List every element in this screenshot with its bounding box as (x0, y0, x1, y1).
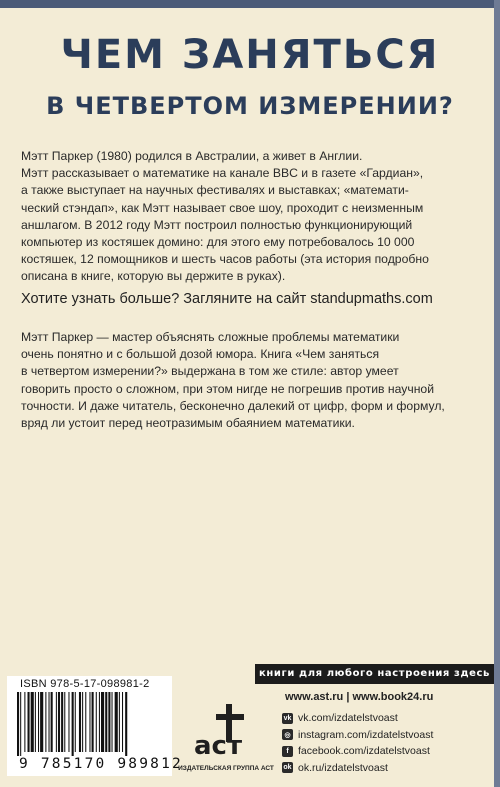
barcode-bar (40, 692, 43, 752)
bio-line: Мэтт Паркер (1980) родился в Австралии, а живет в Англии. (21, 149, 363, 163)
barcode-bar (68, 692, 69, 752)
barcode-bar (122, 692, 123, 752)
barcode-bar (79, 692, 81, 752)
barcode-bar (28, 692, 30, 752)
barcode-bar (20, 692, 21, 756)
barcode-bar (75, 692, 76, 752)
barcode-bar (99, 692, 100, 752)
barcode-bar (56, 692, 57, 752)
barcode-image (17, 692, 162, 756)
social-links (282, 710, 492, 776)
barcode-bar (72, 692, 74, 756)
bio-line: костяшек, 12 помощников и шесть часов работы (эта история подробно (21, 252, 429, 267)
facebook-icon: f (282, 746, 293, 757)
barcode-bar (51, 692, 53, 752)
barcode-bar (38, 692, 39, 752)
description-line: очень понятно и с большой дозой юмора. Книга «Чем заняться (21, 347, 380, 362)
barcode-bar (17, 692, 19, 756)
description-line: говорить просто о сложном, при этом нигде не погрешив против научной (21, 381, 435, 396)
logo-text: аст (193, 731, 243, 761)
barcode-bar (115, 692, 118, 752)
barcode-bar (89, 692, 90, 752)
odnoklassniki-icon: ok (283, 764, 292, 772)
bio-line: аншлагом. В 2012 году Мэтт построил полностью функционирующий (21, 217, 413, 232)
vk-icon: vk (283, 714, 292, 722)
barcode-bar (58, 692, 60, 752)
instagram-icon: ◎ (282, 729, 293, 740)
social-link-facebook (282, 743, 492, 760)
barcode-bar (49, 692, 50, 752)
description-line: Мэтт Паркер — мастер объяснять сложные проблемы математики (21, 330, 400, 344)
barcode-bar (96, 692, 97, 752)
barcode-bar (64, 692, 65, 752)
barcode-bar (85, 692, 86, 752)
description-line: вряд ли устоит перед неотразимым обаянием математики. (21, 416, 355, 431)
bio-line: Мэтт рассказывает о математике на канале BBC и в газете «Гардиан», (21, 166, 424, 181)
publisher-name: ИЗДАТЕЛЬСКАЯ ГРУППА АСТ (178, 765, 274, 772)
book-title-line1: ЧЕМ ЗАНЯТЬСЯ (60, 32, 440, 78)
tagline-banner: книги для любого настроения здесь (255, 664, 494, 684)
barcode-bar (125, 692, 127, 756)
bio-line: ческий стэндап», как Мэтт называет свое шоу, проходит с неизменным (21, 200, 424, 215)
barcode-panel (7, 676, 183, 776)
author-bio (21, 148, 429, 286)
isbn-text: ISBN 978-5-17-098981-2 (20, 678, 150, 690)
ast-logo (188, 702, 260, 762)
website-links: www.ast.ru | www.book24.ru (285, 691, 434, 703)
social-link-text: facebook.com/izdatelstvoast (298, 745, 430, 758)
social-link-text: instagram.com/izdatelstvoast (298, 728, 434, 741)
barcode-bar (31, 692, 34, 752)
barcode-bar (82, 692, 83, 752)
barcode-bar (45, 692, 46, 752)
barcode-bar (108, 692, 110, 752)
social-link-odnoklassniki (282, 760, 492, 777)
barcode-bar (112, 692, 113, 752)
book-title-line2: В ЧЕТВЕРТОМ ИЗМЕРЕНИИ? (46, 92, 454, 120)
barcode-bar (61, 692, 63, 752)
social-link-text: vk.com/izdatelstvoast (298, 712, 398, 725)
social-link-instagram (282, 727, 492, 744)
barcode-bar (24, 692, 25, 752)
barcode-number: 9 785170 989812 (19, 756, 183, 772)
bio-line: а также выступает на научных фестивалях и выставках; «математи- (21, 183, 409, 198)
description-line: в четвертом измерении?» выдержана в том же стиле: автор умеет (21, 364, 399, 379)
barcode-bar (105, 692, 107, 752)
bio-line: описана в книге, которую вы держите в руках). (21, 269, 286, 284)
barcode-bar (119, 692, 120, 752)
barcode-bar (101, 692, 104, 752)
social-link-vk (282, 710, 492, 727)
more-info-text: Хотите узнать больше? Загляните на сайт standupmaths.com (21, 291, 433, 307)
book-description (21, 329, 491, 432)
barcode-bar (35, 692, 36, 752)
description-line: точности. И даже читатель, бесконечно далекий от цифр, форм и формул, (21, 398, 445, 413)
bio-line: компьютер из костяшек домино: для этого ему потребовалось 10 000 (21, 235, 415, 250)
social-link-text: ok.ru/izdatelstvoast (298, 761, 388, 774)
barcode-bar (92, 692, 94, 752)
top-color-band (0, 0, 500, 8)
